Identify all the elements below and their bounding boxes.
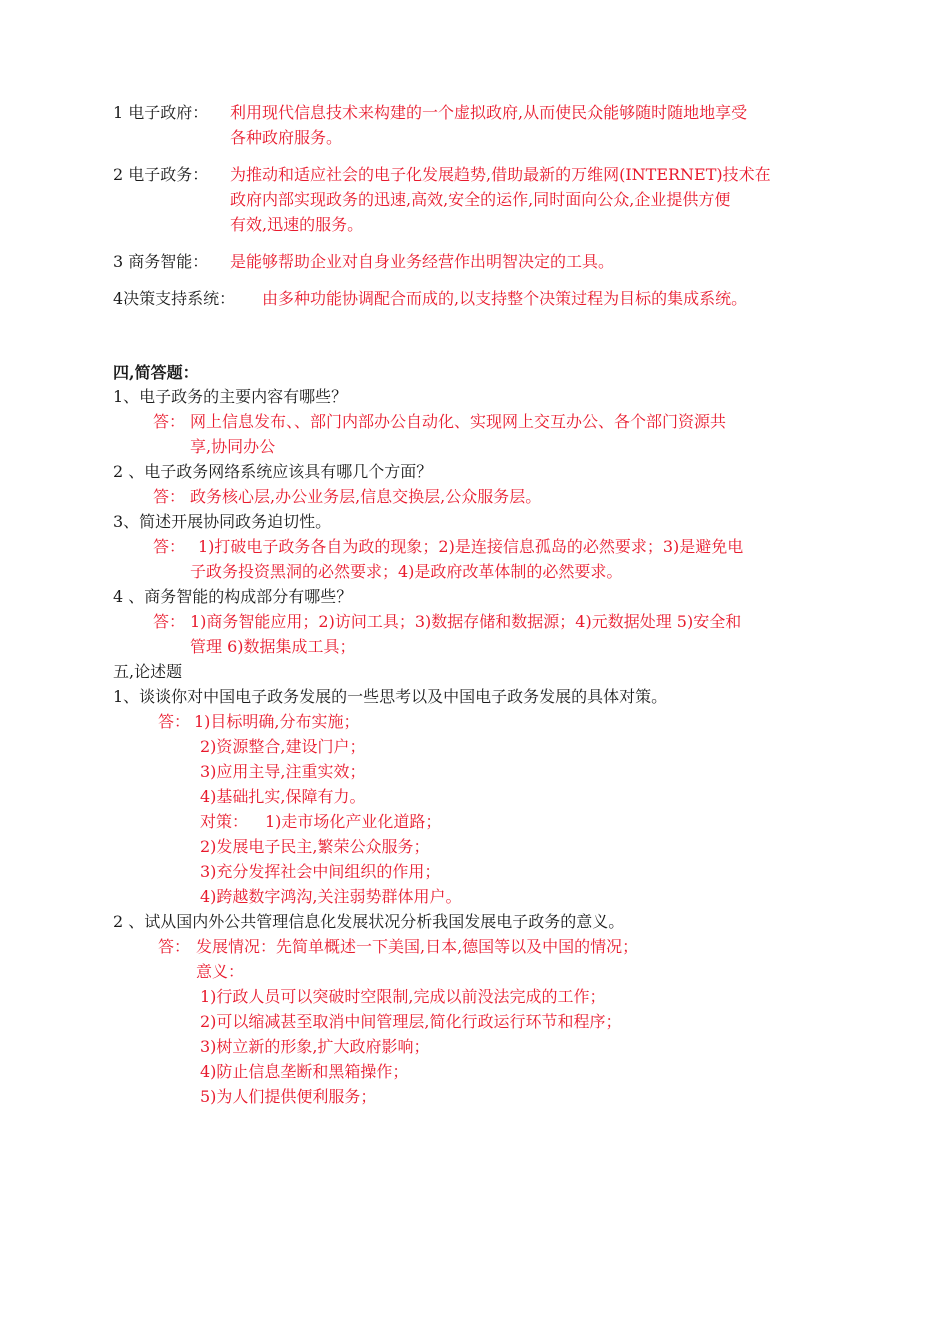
strategy-item: 2)发展电子民主,繁荣公众服务； [200, 837, 430, 856]
answer-text: 1)打破电子政务各自为政的现象；2)是连接信息孤岛的必然要求；3)是避免电 [198, 537, 744, 556]
section-heading: 五,论述题 [113, 662, 183, 681]
answer-text: 子政务投资黑洞的必然要求；4)是政府改革体制的必然要求。 [190, 562, 623, 581]
answer-point: 2)资源整合,建设门户； [200, 737, 366, 756]
answer-point: 1)目标明确,分布实施； [194, 712, 360, 731]
section-heading: 四,简答题： [113, 363, 199, 382]
meaning-item: 2)可以缩减甚至取消中间管理层,简化行政运行环节和程序； [200, 1012, 622, 1031]
answer-point: 4)基础扎实,保障有力。 [200, 787, 366, 806]
answer-point: 3)应用主导,注重实效； [200, 762, 366, 781]
definition-text: 为推动和适应社会的电子化发展趋势,借助最新的万维网(INTERNET)技术在 [230, 165, 771, 184]
definition-text: 各种政府服务。 [230, 128, 343, 147]
strategy-item: 1)走市场化产业化道路； [265, 812, 442, 831]
answer-prefix: 答： [158, 712, 191, 731]
question-text: 3、简述开展协同政务迫切性。 [113, 512, 332, 531]
definition-term: 1 电子政府： [113, 103, 209, 122]
definition-term: 3 商务智能： [113, 252, 209, 271]
answer-prefix: 答： [153, 412, 186, 431]
meaning-label: 意义： [196, 962, 245, 981]
question-text: 2 、电子政务网络系统应该具有哪几个方面？ [113, 462, 433, 481]
answer-text: 发展情况：先简单概述一下美国,日本,德国等以及中国的情况； [196, 937, 639, 956]
answer-text: 管理 6)数据集成工具； [190, 637, 356, 656]
question-text: 1、谈谈你对中国电子政务发展的一些思考以及中国电子政务发展的具体对策。 [113, 687, 668, 706]
definition-term: 2 电子政务： [113, 165, 209, 184]
answer-text: 政务核心层,办公业务层,信息交换层,公众服务层。 [190, 487, 542, 506]
definition-text: 有效,迅速的服务。 [230, 215, 364, 234]
strategy-label: 对策： [200, 812, 249, 831]
meaning-item: 1)行政人员可以突破时空限制,完成以前没法完成的工作； [200, 987, 606, 1006]
answer-prefix: 答： [158, 937, 191, 956]
answer-text: 享,协同办公 [190, 437, 276, 456]
question-text: 2 、试从国内外公共管理信息化发展状况分析我国发展电子政务的意义。 [113, 912, 625, 931]
definition-text: 是能够帮助企业对自身业务经营作出明智决定的工具。 [230, 252, 615, 271]
answer-prefix: 答： [153, 612, 186, 631]
answer-prefix: 答： [153, 537, 186, 556]
meaning-item: 5)为人们提供便利服务； [200, 1087, 377, 1106]
definition-text: 政府内部实现政务的迅速,高效,安全的运作,同时面向公众,企业提供方便 [230, 190, 731, 209]
answer-prefix: 答： [153, 487, 186, 506]
question-text: 1、电子政务的主要内容有哪些？ [113, 387, 348, 406]
question-text: 4 、商务智能的构成部分有哪些？ [113, 587, 353, 606]
meaning-item: 4)防止信息垄断和黑箱操作； [200, 1062, 409, 1081]
answer-text: 1)商务智能应用；2)访问工具；3)数据存储和数据源；4)元数据处理 5)安全和 [190, 612, 742, 631]
strategy-item: 3)充分发挥社会中间组织的作用； [200, 862, 441, 881]
definition-text: 利用现代信息技术来构建的一个虚拟政府,从而使民众能够随时随地地享受 [230, 103, 748, 122]
definition-text: 由多种功能协调配合而成的,以支持整个决策过程为目标的集成系统。 [262, 289, 748, 308]
answer-text: 网上信息发布、、部门内部办公自动化、实现网上交互办公、各个部门资源共 [190, 412, 727, 431]
definition-term: 4决策支持系统： [113, 289, 236, 308]
strategy-item: 4)跨越数字鸿沟,关注弱势群体用户。 [200, 887, 462, 906]
meaning-item: 3)树立新的形象,扩大政府影响； [200, 1037, 430, 1056]
